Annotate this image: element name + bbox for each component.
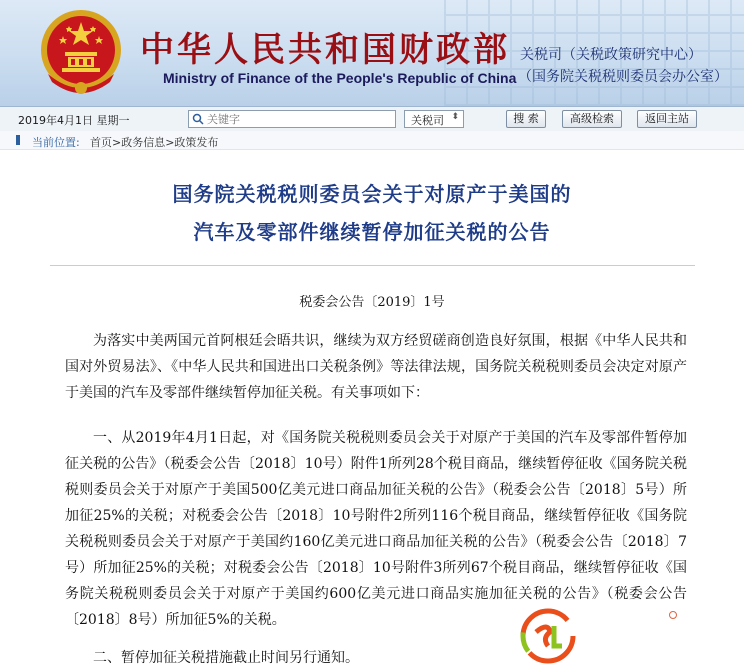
site-header bbox=[0, 0, 744, 106]
title-divider bbox=[50, 265, 695, 266]
search-scope-select[interactable] bbox=[404, 110, 464, 128]
search-button[interactable]: 搜 索 bbox=[506, 110, 546, 128]
toolbar bbox=[0, 106, 744, 132]
watermark-dot bbox=[669, 611, 677, 619]
department-name: 关税司（关税政策研究中心） bbox=[520, 47, 702, 63]
article-title-line1: 国务院关税税则委员会关于对原产于美国的 bbox=[172, 182, 572, 206]
search-scope-value: 关税司 bbox=[411, 114, 444, 127]
ministry-name-cn: 中华人民共和国财政部 bbox=[140, 30, 510, 70]
advanced-search-button[interactable]: 高级检索 bbox=[562, 110, 622, 128]
article-paragraph-2: 二、暂停加征关税措施截止时间另行通知。 bbox=[93, 650, 359, 666]
search-icon bbox=[192, 113, 204, 125]
article-title-line2: 汽车及零部件继续暂停加征关税的公告 bbox=[193, 220, 551, 244]
breadcrumb-label: 当前位置: bbox=[32, 136, 80, 149]
article-paragraph-intro: 为落实中美两国元首阿根廷会晤共识，继续为双方经贸磋商创造良好氛围，根据《中华人民共和国对外贸易法》、《中华人民共和国进出口关税条例》等法律法规，国务院关税税则委员会决定对原产于美国的汽车及零部件继续暂停加征关税。有关事项如下： bbox=[65, 333, 687, 401]
search-box[interactable] bbox=[188, 110, 396, 128]
ministry-name-en: Ministry of Finance of the People's Republic of China bbox=[163, 70, 517, 86]
watermark-logo-icon bbox=[520, 608, 576, 664]
department-subname: （国务院关税税则委员会办公室） bbox=[518, 69, 728, 85]
notice-number: 税委会公告〔2019〕1号 bbox=[299, 295, 445, 310]
breadcrumb-path[interactable]: 首页>政务信息>政策发布 bbox=[90, 136, 219, 149]
return-home-button[interactable]: 返回主站 bbox=[637, 110, 697, 128]
current-date: 2019年4月1日 星期一 bbox=[18, 114, 130, 127]
breadcrumb-marker-icon bbox=[16, 135, 20, 145]
national-emblem-icon bbox=[38, 4, 124, 100]
breadcrumb bbox=[0, 131, 744, 150]
article-paragraph-1: 一、从2019年4月1日起，对《国务院关税税则委员会关于对原产于美国的汽车及零部件暂停加征关税的公告》（税委会公告〔2018〕10号）附件1所列28个税目商品，继续暂停征收《国务院关税税则委员会关于对原产于美国500亿美元进口商品加征关税的公告》（税委会公告〔2018〕5号）所加征25%的关税；对税委会公告〔2018〕10号附件2所列116个税目商品，继续暂停征收《国务院关税税则委员会关于对原产于美国约160亿美元进口商品加征关税的公告》（税委会公告〔2018〕7号）所加征25%的关税；对税委会公告〔2018〕10号附件3所列67个税目商品，继续暂停征收《国务院关税税则委员会关于对原产于美国约600亿美元进口商品实施加征关税的公告》（税委会公告〔2018〕8号）所加征5%的关税。 bbox=[65, 430, 687, 628]
search-input[interactable] bbox=[207, 111, 389, 127]
chevron-updown-icon: ⬍ bbox=[451, 112, 459, 122]
